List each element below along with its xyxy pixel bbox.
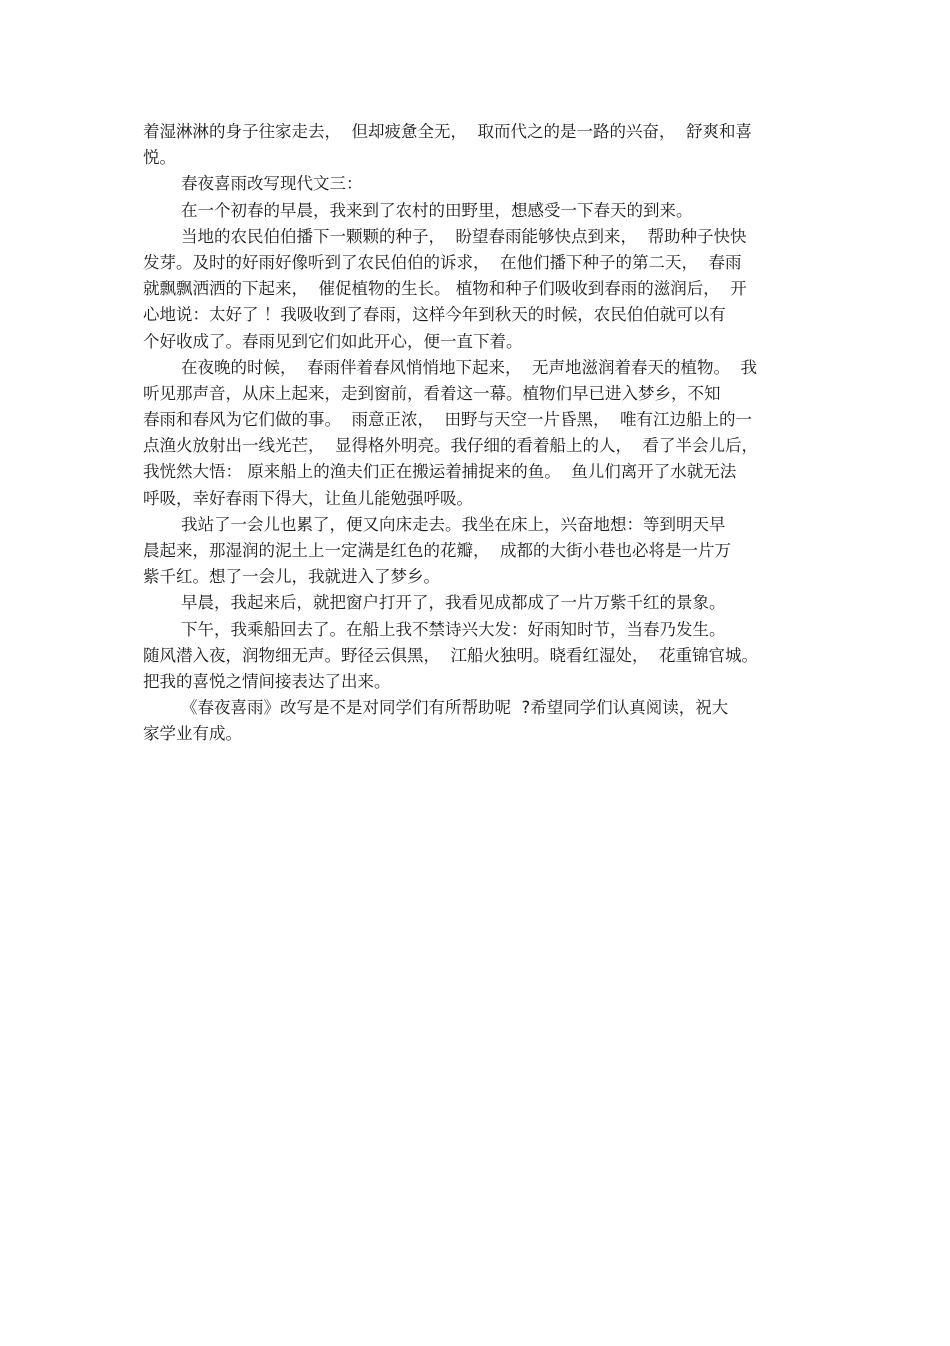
- text-line: 发芽。及时的好雨好像听到了农民伯伯的诉求， 在他们播下种子的第二天， 春雨: [143, 252, 742, 272]
- text-line: 在夜晚的时候， 春雨伴着春风悄悄地下起来， 无声地滋润着春天的植物。 我: [181, 357, 757, 377]
- text-line: 家学业有成。: [143, 724, 242, 744]
- text-line: 随风潜入夜，润物细无声。野径云俱黑， 江船火独明。晓看红湿处， 花重锦官城。: [143, 645, 758, 665]
- text-line: 着湿淋淋的身子往家走去， 但却疲惫全无， 取而代之的是一路的兴奋， 舒爽和喜: [143, 122, 752, 141]
- text-line: 点渔火放射出一线光芒， 显得格外明亮。我仔细的看着船上的人， 看了半会儿后，: [143, 436, 758, 456]
- text-line: 《春夜喜雨》改写是不是对同学们有所帮助呢 ?希望同学们认真阅读，祝大: [181, 698, 729, 718]
- text-line: 个好收成了。春雨见到它们如此开心，便一直下着。: [143, 331, 523, 351]
- text-line: 听见那声音，从床上起来，走到窗前，看着这一幕。植物们早已进入梦乡，不知: [143, 383, 721, 403]
- text-line: 在一个初春的早晨，我来到了农村的田野里，想感受一下春天的到来。: [181, 200, 693, 220]
- text-line: 下午，我乘船回去了。在船上我不禁诗兴大发：好雨知时节，当春乃发生。: [181, 619, 726, 639]
- text-line: 呼吸，幸好春雨下得大，让鱼儿能勉强呼吸。: [143, 488, 473, 508]
- text-line: 晨起来，那湿润的泥土上一定满是红色的花瓣， 成都的大街小巷也必将是一片万: [143, 541, 731, 560]
- text-line: 我站了一会儿也累了，便又向床走去。我坐在床上，兴奋地想：等到明天早: [181, 514, 726, 534]
- text-line: 早晨，我起来后，就把窗户打开了，我看见成都成了一片万紫千红的景象。: [181, 593, 726, 613]
- text-line: 心地说：太好了 ！我吸收到了春雨，这样今年到秋天的时候，农民伯伯就可以有: [143, 305, 726, 325]
- text-line: 就飘飘洒洒的下起来， 催促植物的生长。 植物和种子们吸收到春雨的滋润后， 开: [143, 279, 747, 299]
- article-body: [143, 119, 813, 748]
- text-line: 春雨和春风为它们做的事。 雨意正浓， 田野与天空一片昏黑， 唯有江边船上的一: [143, 410, 752, 430]
- text-line: 当地的农民伯伯播下一颗颗的种子， 盼望春雨能够快点到来， 帮助种子快快: [181, 226, 747, 246]
- text-line: 悦。: [143, 148, 176, 168]
- text-line: 我恍然大悟： 原来船上的渔夫们正在搬运着捕捉来的鱼。 鱼儿们离开了水就无法: [143, 462, 737, 482]
- text-line: 紫千红。想了一会儿，我就进入了梦乡。: [143, 567, 440, 587]
- text-line: 把我的喜悦之情间接表达了出来。: [143, 671, 391, 691]
- section-heading: 春夜喜雨改写现代文三：: [181, 174, 363, 194]
